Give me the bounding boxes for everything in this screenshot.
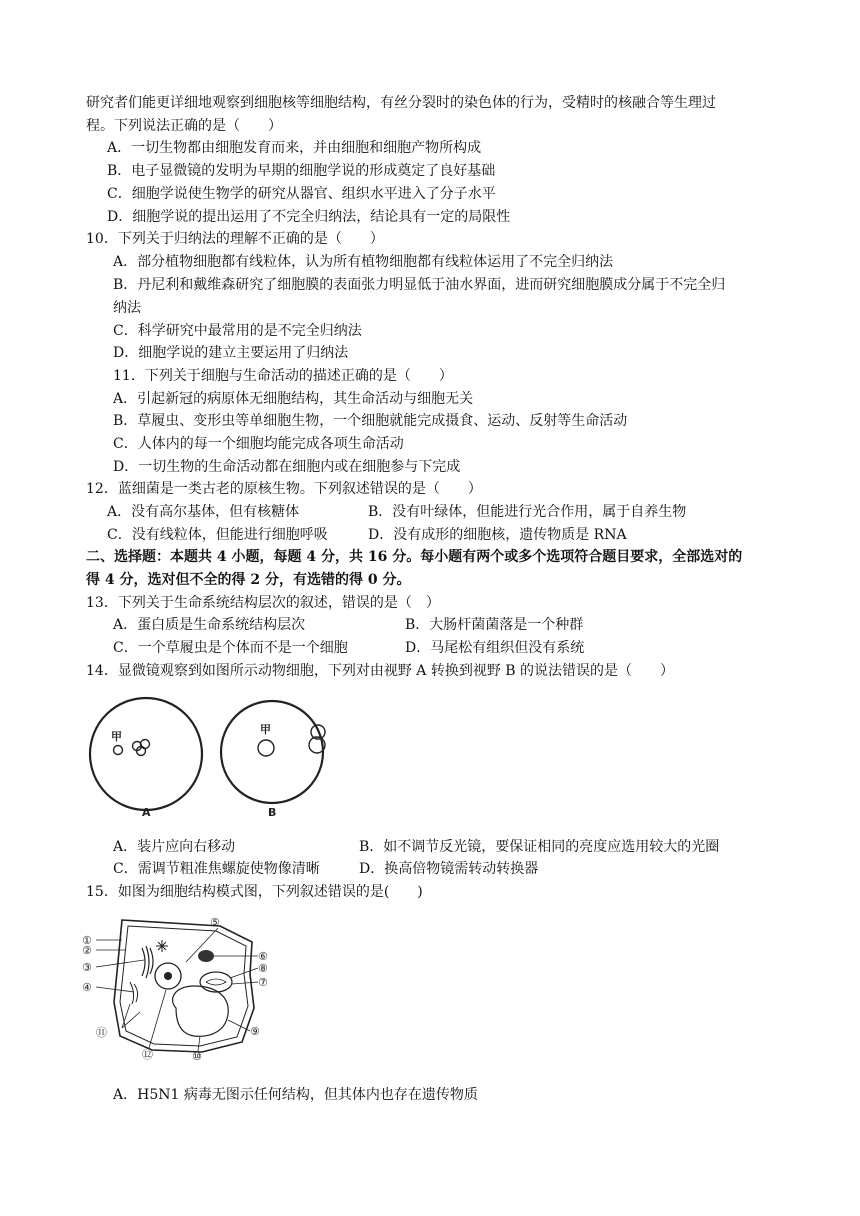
q12-option-c: C．没有线粒体，但能进行细胞呼吸 bbox=[107, 527, 328, 543]
nucleolus bbox=[164, 972, 172, 980]
vacuole bbox=[173, 986, 229, 1036]
intro-stem-line2: 程。下列说法正确的是（ ） bbox=[86, 118, 282, 134]
q14-option-d: D．换高倍物镜需转动转换器 bbox=[359, 861, 539, 877]
field-a bbox=[90, 698, 202, 819]
q12-option-d: D．没有成形的细胞核，遗传物质是 RNA bbox=[368, 527, 627, 543]
intro-option-b: B．电子显微镜的发明为早期的细胞学说的形成奠定了良好基础 bbox=[107, 163, 496, 179]
field-b-label: B bbox=[268, 806, 277, 819]
intro-option-d: D．细胞学说的提出运用了不完全归纳法，结论具有一定的局限性 bbox=[107, 209, 511, 225]
cell-structure-diagram bbox=[82, 912, 282, 1062]
microscope-fields-figure bbox=[82, 690, 342, 820]
q14-option-b: B．如不调节反光镜，要保证相同的亮度应选用较大的光圈 bbox=[359, 839, 720, 855]
endoplasmic-reticulum bbox=[130, 982, 138, 1004]
field-b bbox=[221, 701, 325, 819]
label-2: ② bbox=[82, 944, 92, 957]
q13-option-a: A．蛋白质是生命系统结构层次 bbox=[113, 617, 306, 633]
label-10: ⑩ bbox=[192, 1050, 202, 1062]
label-5: ⑤ bbox=[210, 916, 220, 929]
q13-option-b: B．大肠杆菌菌落是一个种群 bbox=[405, 617, 584, 633]
field-a-label: A bbox=[142, 806, 151, 819]
q10-option-d: D．细胞学说的建立主要运用了归纳法 bbox=[113, 345, 349, 361]
label-9: ⑨ bbox=[250, 1025, 260, 1038]
q14-stem: 14．显微镜观察到如图所示动物细胞，下列对由视野 A 转换到视野 B 的说法错误的是（ ） bbox=[86, 663, 675, 679]
cell-membrane bbox=[120, 926, 248, 1046]
q11-option-d: D．一切生物的生命活动都在细胞内或在细胞参与下完成 bbox=[113, 459, 461, 475]
q10-option-b: B．丹尼利和戴维森研究了细胞膜的表面张力明显低于油水界面，进而研究细胞膜成分属于不完全归 bbox=[113, 277, 726, 293]
label-11: ⑪ bbox=[96, 1026, 107, 1039]
q15-option-a: A．H5N1 病毒无图示任何结构，但其体内也存在遗传物质 bbox=[113, 1087, 478, 1103]
centrosome bbox=[156, 940, 168, 952]
mitochondrion bbox=[198, 950, 214, 962]
q13-option-d: D．马尾松有组织但没有系统 bbox=[405, 640, 585, 656]
q11-option-a: A．引起新冠的病原体无细胞结构，其生命活动与细胞无关 bbox=[113, 391, 474, 407]
field-a-cell-1 bbox=[114, 746, 123, 755]
q11-stem: 11．下列关于细胞与生命活动的描述正确的是（ ） bbox=[113, 368, 453, 384]
intro-option-a: A．一切生物都由细胞发育而来，并由细胞和细胞产物所构成 bbox=[107, 140, 482, 156]
q14-option-c: C．需调节粗准焦螺旋使物像清晰 bbox=[113, 861, 320, 877]
q10-option-b-cont: 纳法 bbox=[113, 300, 141, 316]
q10-stem: 10．下列关于归纳法的理解不正确的是（ ） bbox=[86, 231, 384, 247]
q14-option-a: A．装片应向右移动 bbox=[113, 839, 236, 855]
label-12: ⑫ bbox=[142, 1048, 153, 1061]
label-4: ④ bbox=[82, 981, 92, 994]
q12-option-a: A．没有高尔基体，但有核糖体 bbox=[107, 504, 300, 520]
q10-option-a: A．部分植物细胞都有线粒体，认为所有植物细胞都有线粒体运用了不完全归纳法 bbox=[113, 254, 614, 270]
label-1: ① bbox=[82, 934, 92, 947]
field-b-cell-1 bbox=[258, 740, 274, 756]
q13-stem: 13．下列关于生命系统结构层次的叙述，错误的是（ ） bbox=[86, 595, 440, 611]
field-a-mark: 甲 bbox=[111, 730, 122, 743]
q10-option-c: C．科学研究中最常用的是不完全归纳法 bbox=[113, 323, 362, 339]
field-b-mark: 甲 bbox=[260, 723, 271, 736]
golgi-apparatus bbox=[142, 946, 153, 978]
intro-option-c: C．细胞学说使生物学的研究从器官、组织水平进入了分子水平 bbox=[107, 186, 496, 202]
label-8: ⑧ bbox=[258, 962, 268, 975]
q11-option-b: B．草履虫、变形虫等单细胞生物，一个细胞就能完成摄食、运动、反射等生命活动 bbox=[113, 413, 628, 429]
q13-option-c: C．一个草履虫是个体而不是一个细胞 bbox=[113, 640, 348, 656]
q12-option-b: B．没有叶绿体，但能进行光合作用，属于自养生物 bbox=[368, 504, 687, 520]
section-2-heading-line2: 得 4 分，选对但不全的得 2 分，有选错的得 0 分。 bbox=[86, 572, 411, 588]
label-7: ⑦ bbox=[258, 976, 268, 989]
chloroplast bbox=[200, 972, 232, 992]
q11-option-c: C．人体内的每一个细胞均能完成各项生命活动 bbox=[113, 436, 404, 452]
label-3: ③ bbox=[82, 961, 92, 974]
section-2-heading-line1: 二、选择题：本题共 4 小题，每题 4 分，共 16 分。每小题有两个或多个选项符合题目要求，全部选对的 bbox=[86, 549, 743, 565]
q12-stem: 12．蓝细菌是一类古老的原核生物。下列叙述错误的是（ ） bbox=[86, 481, 482, 497]
label-6: ⑥ bbox=[258, 950, 268, 963]
q15-stem: 15．如图为细胞结构模式图，下列叙述错误的是( ) bbox=[86, 884, 423, 900]
intro-stem-line1: 研究者们能更详细地观察到细胞核等细胞结构，有丝分裂时的染色体的行为，受精时的核融合等生理过 bbox=[86, 95, 716, 111]
